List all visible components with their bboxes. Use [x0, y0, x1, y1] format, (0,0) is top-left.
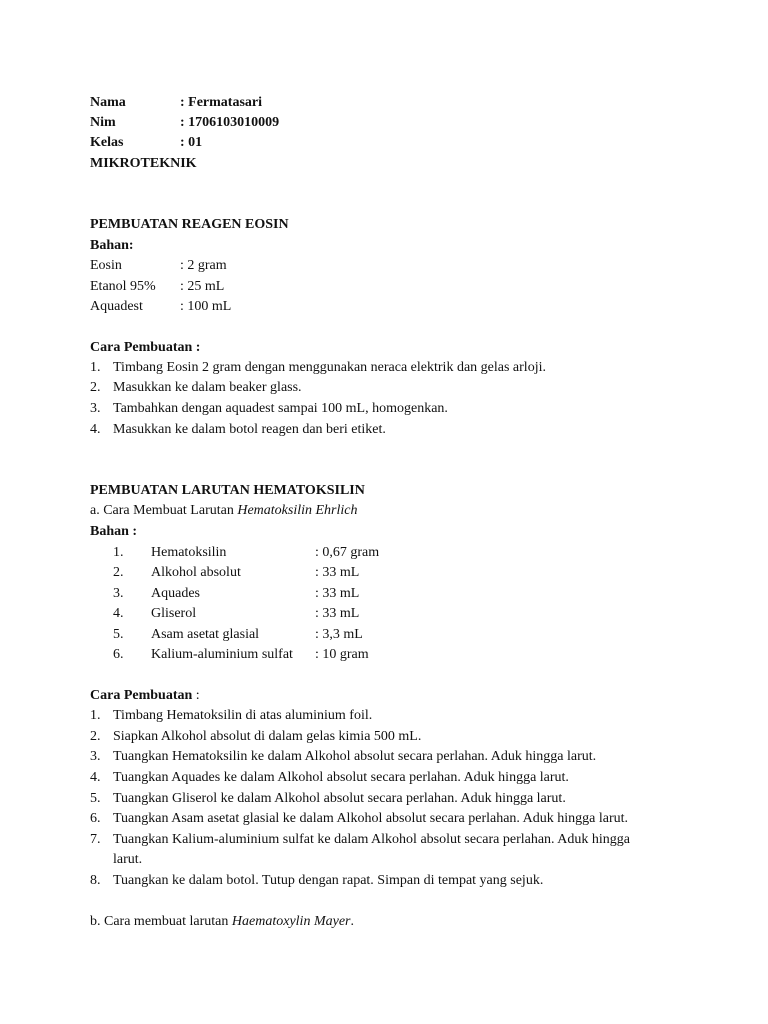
- bahan-number: 1.: [113, 545, 124, 560]
- field-label-nama: Nama: [90, 95, 126, 110]
- step-text-continued: larut.: [113, 852, 143, 867]
- eosin-bahan-amount: : 25 mL: [180, 279, 225, 294]
- eosin-section-title: PEMBUATAN REAGEN EOSIN: [90, 217, 289, 232]
- step-text: Masukkan ke dalam beaker glass.: [113, 380, 302, 395]
- eosin-bahan-name: Eosin: [90, 258, 122, 273]
- step-text: Tuangkan Hematoksilin ke dalam Alkohol absolut secara perlahan. Aduk hingga larut.: [113, 749, 597, 764]
- step-number: 2.: [90, 380, 101, 395]
- field-value-nama: : Fermatasari: [180, 95, 263, 110]
- subtitle-a-prefix: a. Cara Membuat Larutan: [90, 503, 238, 518]
- hema-subtitle-b: [90, 912, 354, 932]
- step-text: Masukkan ke dalam botol reagen dan beri etiket.: [113, 422, 386, 437]
- field-label-kelas: Kelas: [90, 135, 124, 150]
- bahan-number: 3.: [113, 586, 124, 601]
- step-text: Tuangkan Gliserol ke dalam Alkohol absolut secara perlahan. Aduk hingga larut.: [113, 791, 566, 806]
- step-number: 6.: [90, 811, 101, 826]
- step-number: 3.: [90, 749, 101, 764]
- hema-bahan-label: Bahan :: [90, 524, 138, 539]
- step-text: Siapkan Alkohol absolut di dalam gelas kimia 500 mL.: [113, 729, 422, 744]
- step-text: Timbang Hematoksilin di atas aluminium foil.: [113, 708, 373, 723]
- bahan-name: Aquades: [151, 586, 200, 601]
- step-text: Tuangkan Kalium-aluminium sulfat ke dalam Alkohol absolut secara perlahan. Aduk hingga: [113, 832, 630, 847]
- bahan-amount: : 33 mL: [315, 565, 360, 580]
- cara-label-bold: Cara Pembuatan: [90, 688, 193, 703]
- eosin-bahan-name: Aquadest: [90, 299, 143, 314]
- step-number: 4.: [90, 770, 101, 785]
- step-number: 7.: [90, 832, 101, 847]
- subtitle-b-italic: Haematoxylin Mayer: [231, 914, 351, 929]
- bahan-name: Hematoksilin: [151, 545, 227, 560]
- step-text: Timbang Eosin 2 gram dengan menggunakan neraca elektrik dan gelas arloji.: [113, 360, 546, 375]
- step-text: Tambahkan dengan aquadest sampai 100 mL, homogenkan.: [113, 401, 448, 416]
- bahan-amount: : 10 gram: [315, 647, 369, 662]
- step-number: 4.: [90, 422, 101, 437]
- bahan-amount: : 0,67 gram: [315, 545, 380, 560]
- bahan-name: Asam asetat glasial: [151, 627, 260, 642]
- step-text: Tuangkan Aquades ke dalam Alkohol absolut secara perlahan. Aduk hingga larut.: [113, 770, 569, 785]
- step-text: Tuangkan ke dalam botol. Tutup dengan rapat. Simpan di tempat yang sejuk.: [113, 873, 544, 888]
- course-title: MIKROTEKNIK: [90, 156, 197, 171]
- field-value-nim: : 1706103010009: [180, 115, 280, 130]
- bahan-name: Kalium-aluminium sulfat: [151, 647, 293, 662]
- step-number: 8.: [90, 873, 101, 888]
- bahan-amount: : 33 mL: [315, 586, 360, 601]
- bahan-number: 4.: [113, 606, 124, 621]
- eosin-bahan-name: Etanol 95%: [90, 279, 156, 294]
- bahan-amount: : 3,3 mL: [315, 627, 363, 642]
- step-number: 1.: [90, 360, 101, 375]
- field-value-kelas: : 01: [180, 135, 203, 150]
- eosin-bahan-label: Bahan:: [90, 238, 134, 253]
- bahan-number: 6.: [113, 647, 124, 662]
- step-number: 1.: [90, 708, 101, 723]
- subtitle-b-prefix: b. Cara membuat larutan: [90, 914, 232, 929]
- step-text: Tuangkan Asam asetat glasial ke dalam Alkohol absolut secara perlahan. Aduk hingga larut.: [113, 811, 629, 826]
- step-number: 2.: [90, 729, 101, 744]
- subtitle-a-italic: Hematoksilin Ehrlich: [237, 503, 358, 518]
- eosin-bahan-amount: : 100 mL: [180, 299, 232, 314]
- bahan-name: Gliserol: [151, 606, 197, 621]
- bahan-number: 5.: [113, 627, 124, 642]
- eosin-bahan-amount: : 2 gram: [180, 258, 227, 273]
- eosin-cara-label: Cara Pembuatan :: [90, 340, 201, 355]
- field-label-nim: Nim: [90, 115, 116, 130]
- hema-cara-label: [90, 686, 200, 706]
- hema-section-title: PEMBUATAN LARUTAN HEMATOKSILIN: [90, 483, 365, 498]
- step-number: 3.: [90, 401, 101, 416]
- cara-label-colon: :: [192, 688, 200, 703]
- bahan-number: 2.: [113, 565, 124, 580]
- bahan-amount: : 33 mL: [315, 606, 360, 621]
- bahan-name: Alkohol absolut: [151, 565, 241, 580]
- step-number: 5.: [90, 791, 101, 806]
- subtitle-b-suffix: .: [350, 914, 354, 929]
- hema-subtitle-a: [90, 501, 357, 521]
